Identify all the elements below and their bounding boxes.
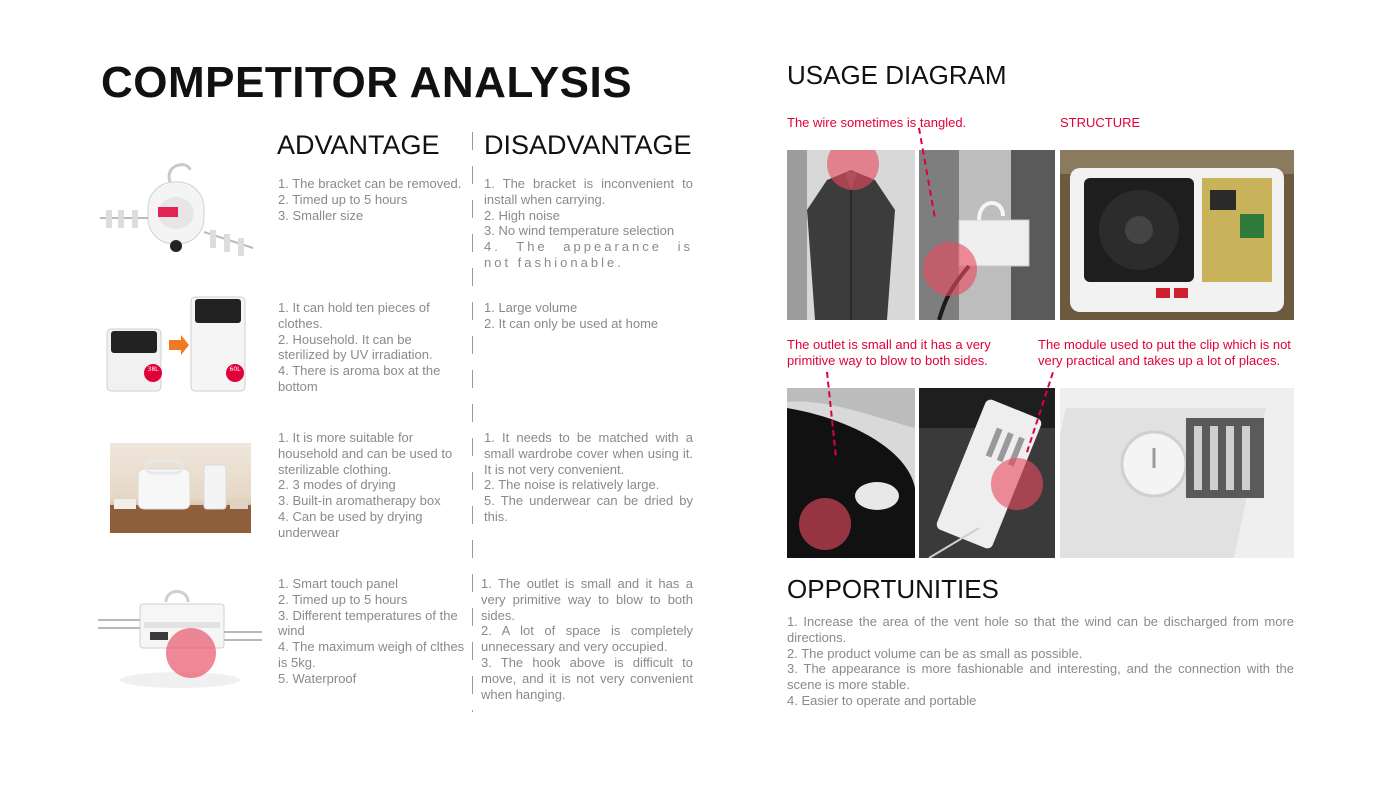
list-item: 1. The bracket can be removed. [278, 176, 462, 191]
product-image-drying-box [110, 443, 251, 533]
list-item: 3. No wind temperature selection [484, 223, 675, 239]
list-item: 3. Different temperatures of the wind [278, 607, 458, 639]
note-outlet-small: The outlet is small and it has a very primitive way to blow to both sides. [787, 337, 991, 368]
list-item: 5. The underwear can be dried by this. [484, 493, 693, 524]
advantages-list-1 [278, 176, 466, 223]
highlight-circle [799, 498, 851, 550]
list-item: 4. Easier to operate and portable [787, 692, 977, 708]
list-item: 2. Timed up to 5 hours [278, 591, 408, 607]
photo-clip-module [1060, 388, 1294, 558]
highlight-circle [923, 242, 977, 296]
disadvantages-list-2 [484, 300, 693, 332]
product-image-touch-dryer [96, 582, 264, 692]
list-item: 2. A lot of space is completely unnecessary and very occupied. [481, 623, 693, 655]
page-title: COMPETITOR ANALYSIS [101, 58, 633, 107]
disadvantages-list-3 [484, 430, 693, 525]
list-item: 2. Household. It can be sterilized by UV irradiation. [278, 331, 433, 363]
list-item: 4. The maximum weigh of clthes is 5kg. [278, 639, 465, 670]
opportunities-title: OPPORTUNITIES [787, 574, 999, 604]
list-item: 1. It can hold ten pieces of clothes. [278, 300, 430, 331]
list-item: 2. It can only be used at home [484, 315, 659, 331]
advantages-list-2 [278, 300, 466, 395]
list-item: 3. Smaller size [278, 207, 364, 223]
product-image-uv-cabinet [105, 295, 247, 393]
list-item: 4. There is aroma box at the bottom [278, 363, 441, 394]
badge-60l: 60L [229, 366, 241, 373]
list-item: 1. Smart touch panel [278, 576, 398, 591]
advantages-list-3 [278, 430, 466, 541]
list-item: 3. The hook above is difficult to move, and it is not very convenient when hanging. [481, 654, 693, 702]
product-image-hanging-dryer [98, 160, 258, 260]
highlight-circle [991, 458, 1043, 510]
badge-38l: 38L [147, 366, 159, 373]
list-item: 1. Increase the area of the vent hole so that the wind can be discharged from more directions. [787, 614, 1294, 645]
advantages-list-4 [278, 576, 466, 687]
photo-internal-structure [1060, 150, 1294, 320]
list-item: 1. It is more suitable for household and can be used to sterilizable clothing. [278, 430, 453, 477]
list-item: 1. It needs to be matched with a small wardrobe cover when using it. It is not very convenient. [484, 430, 693, 477]
list-item: 1. Large volume [484, 300, 578, 315]
list-item: 3. The appearance is more fashionable and interesting, and the connection with the scene is more stable. [787, 661, 1294, 693]
photo-shirt-hanging [787, 150, 915, 320]
list-item: 1. The bracket is inconvenient to install when carrying. [484, 176, 693, 207]
list-item: 2. Timed up to 5 hours [278, 191, 408, 207]
list-item: 4. Can be used by drying underwear [278, 508, 423, 540]
list-item: 3. Built-in aromatherapy box [278, 493, 441, 509]
note-wire-tangled: The wire sometimes is tangled. [787, 115, 967, 130]
photo-vent-side [919, 388, 1055, 558]
column-divider [472, 132, 473, 712]
disadvantage-heading: DISADVANTAGE [484, 130, 692, 160]
note-clip-module: The module used to put the clip which is not very practical and takes up a lot of places. [1038, 337, 1291, 368]
list-item: 2. 3 modes of drying [278, 477, 396, 493]
disadvantages-list-4 [481, 576, 693, 702]
list-item: 4. The appearance is not fashionable. [484, 239, 693, 270]
list-item: 2. High noise [484, 207, 560, 223]
disadvantages-list-1 [484, 176, 693, 271]
advantage-heading: ADVANTAGE [277, 130, 440, 160]
list-item: 5. Waterproof [278, 670, 357, 686]
photo-dryer-wire [919, 150, 1055, 320]
usage-diagram-title: USAGE DIAGRAM [787, 60, 1007, 90]
opportunities-list [787, 614, 1294, 709]
list-item: 2. The product volume can be as small as possible. [787, 645, 1083, 661]
photo-outlet-closeup [787, 388, 915, 558]
list-item: 2. The noise is relatively large. [484, 477, 660, 493]
note-structure: STRUCTURE [1060, 115, 1141, 130]
list-item: 1. The outlet is small and it has a very primitive way to blow to both sides. [481, 576, 693, 623]
